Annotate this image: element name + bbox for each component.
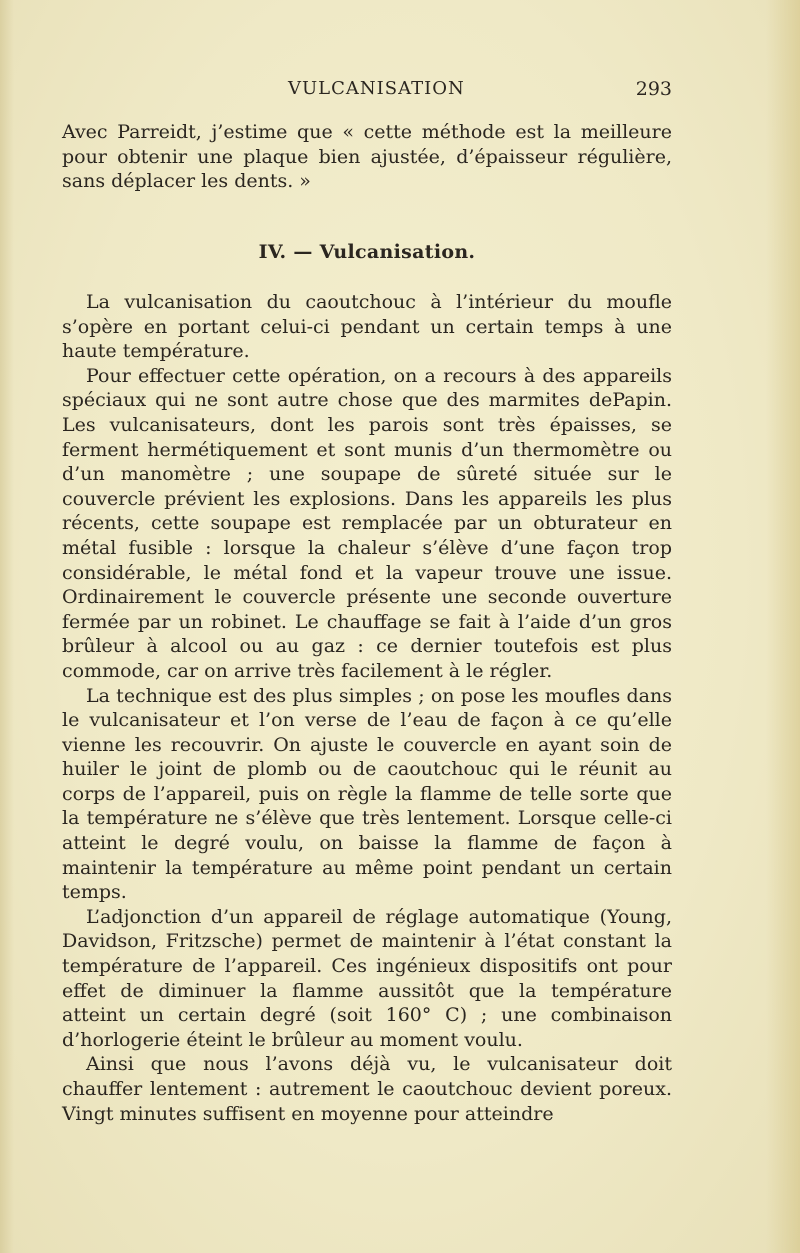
running-title: VULCANISATION xyxy=(288,78,465,99)
page-right-edge-shading xyxy=(766,0,800,1253)
body-text xyxy=(62,290,672,1126)
paragraph: La technique est des plus simples ; on pose les moufles dans le vulcanisateur et l’on verse de l’eau de façon à ce qu’elle vienne les recouvrir. On ajuste le couvercle en ayant soin de huiler le joint de plomb ou de caoutchouc qui le réunit au corps de l’appareil, puis on règle la flamme de telle sorte que la température ne s’élève que très lentement. Lorsque celle-ci atteint le degré voulu, on baisse la flamme de façon à maintenir la température au même point pendant un certain temps. xyxy=(62,684,672,904)
section-heading: IV. — Vulcanisation. xyxy=(258,241,476,263)
page-left-edge-shading xyxy=(0,0,14,1253)
paragraph: L’adjonction d’un appareil de réglage automatique (Young, Davidson, Fritzsche) permet de maintenir à l’état constant la température de l’appareil. Ces ingénieux dispositifs ont pour effet de diminuer la flamme aussitôt que la température atteint un certain degré (soit 160° C) ; une combinaison d’horlogerie éteint le brûleur au moment voulu. xyxy=(62,905,672,1051)
page-number: 293 xyxy=(635,78,672,100)
paragraph: La vulcanisation du caoutchouc à l’intérieur du moufle s’opère en portant celui-ci pendant un certain temps à une haute température. xyxy=(62,291,672,363)
page-header xyxy=(62,78,672,104)
paragraph: Pour effectuer cette opération, on a recours à des appareils spéciaux qui ne sont autre chose que des marmites dePapin. Les vulcanisateurs, dont les parois sont très épaisses, se ferment hermétiquement et sont munis d’un thermomètre ou d’un manomètre ; une soupape de sûreté située sur le couvercle prévient les explosions. Dans les appareils les plus récents, cette soupape est remplacée par un obturateur en métal fusible : lorsque la chaleur s’élève d’une façon trop considérable, le métal fond et la vapeur trouve une issue. Ordinairement le couvercle présente une seconde ouverture fermée par un robinet. Le chauffage se fait à l’aide d’un gros brûleur à alcool ou au gaz : ce dernier toutefois est plus commode, car on arrive très facilement à le régler. xyxy=(62,364,672,682)
paragraph: Ainsi que nous l’avons déjà vu, le vulcanisateur doit chauffer lentement : autrement le caoutchouc devient poreux. Vingt minutes suffisent en moyenne pour atteindre xyxy=(62,1053,672,1125)
intro-paragraph: Avec Parreidt, j’estime que « cette méthode est la meilleure pour obtenir une plaque bien ajustée, d’épaisseur régulière, sans déplacer les dents. » xyxy=(62,121,672,193)
